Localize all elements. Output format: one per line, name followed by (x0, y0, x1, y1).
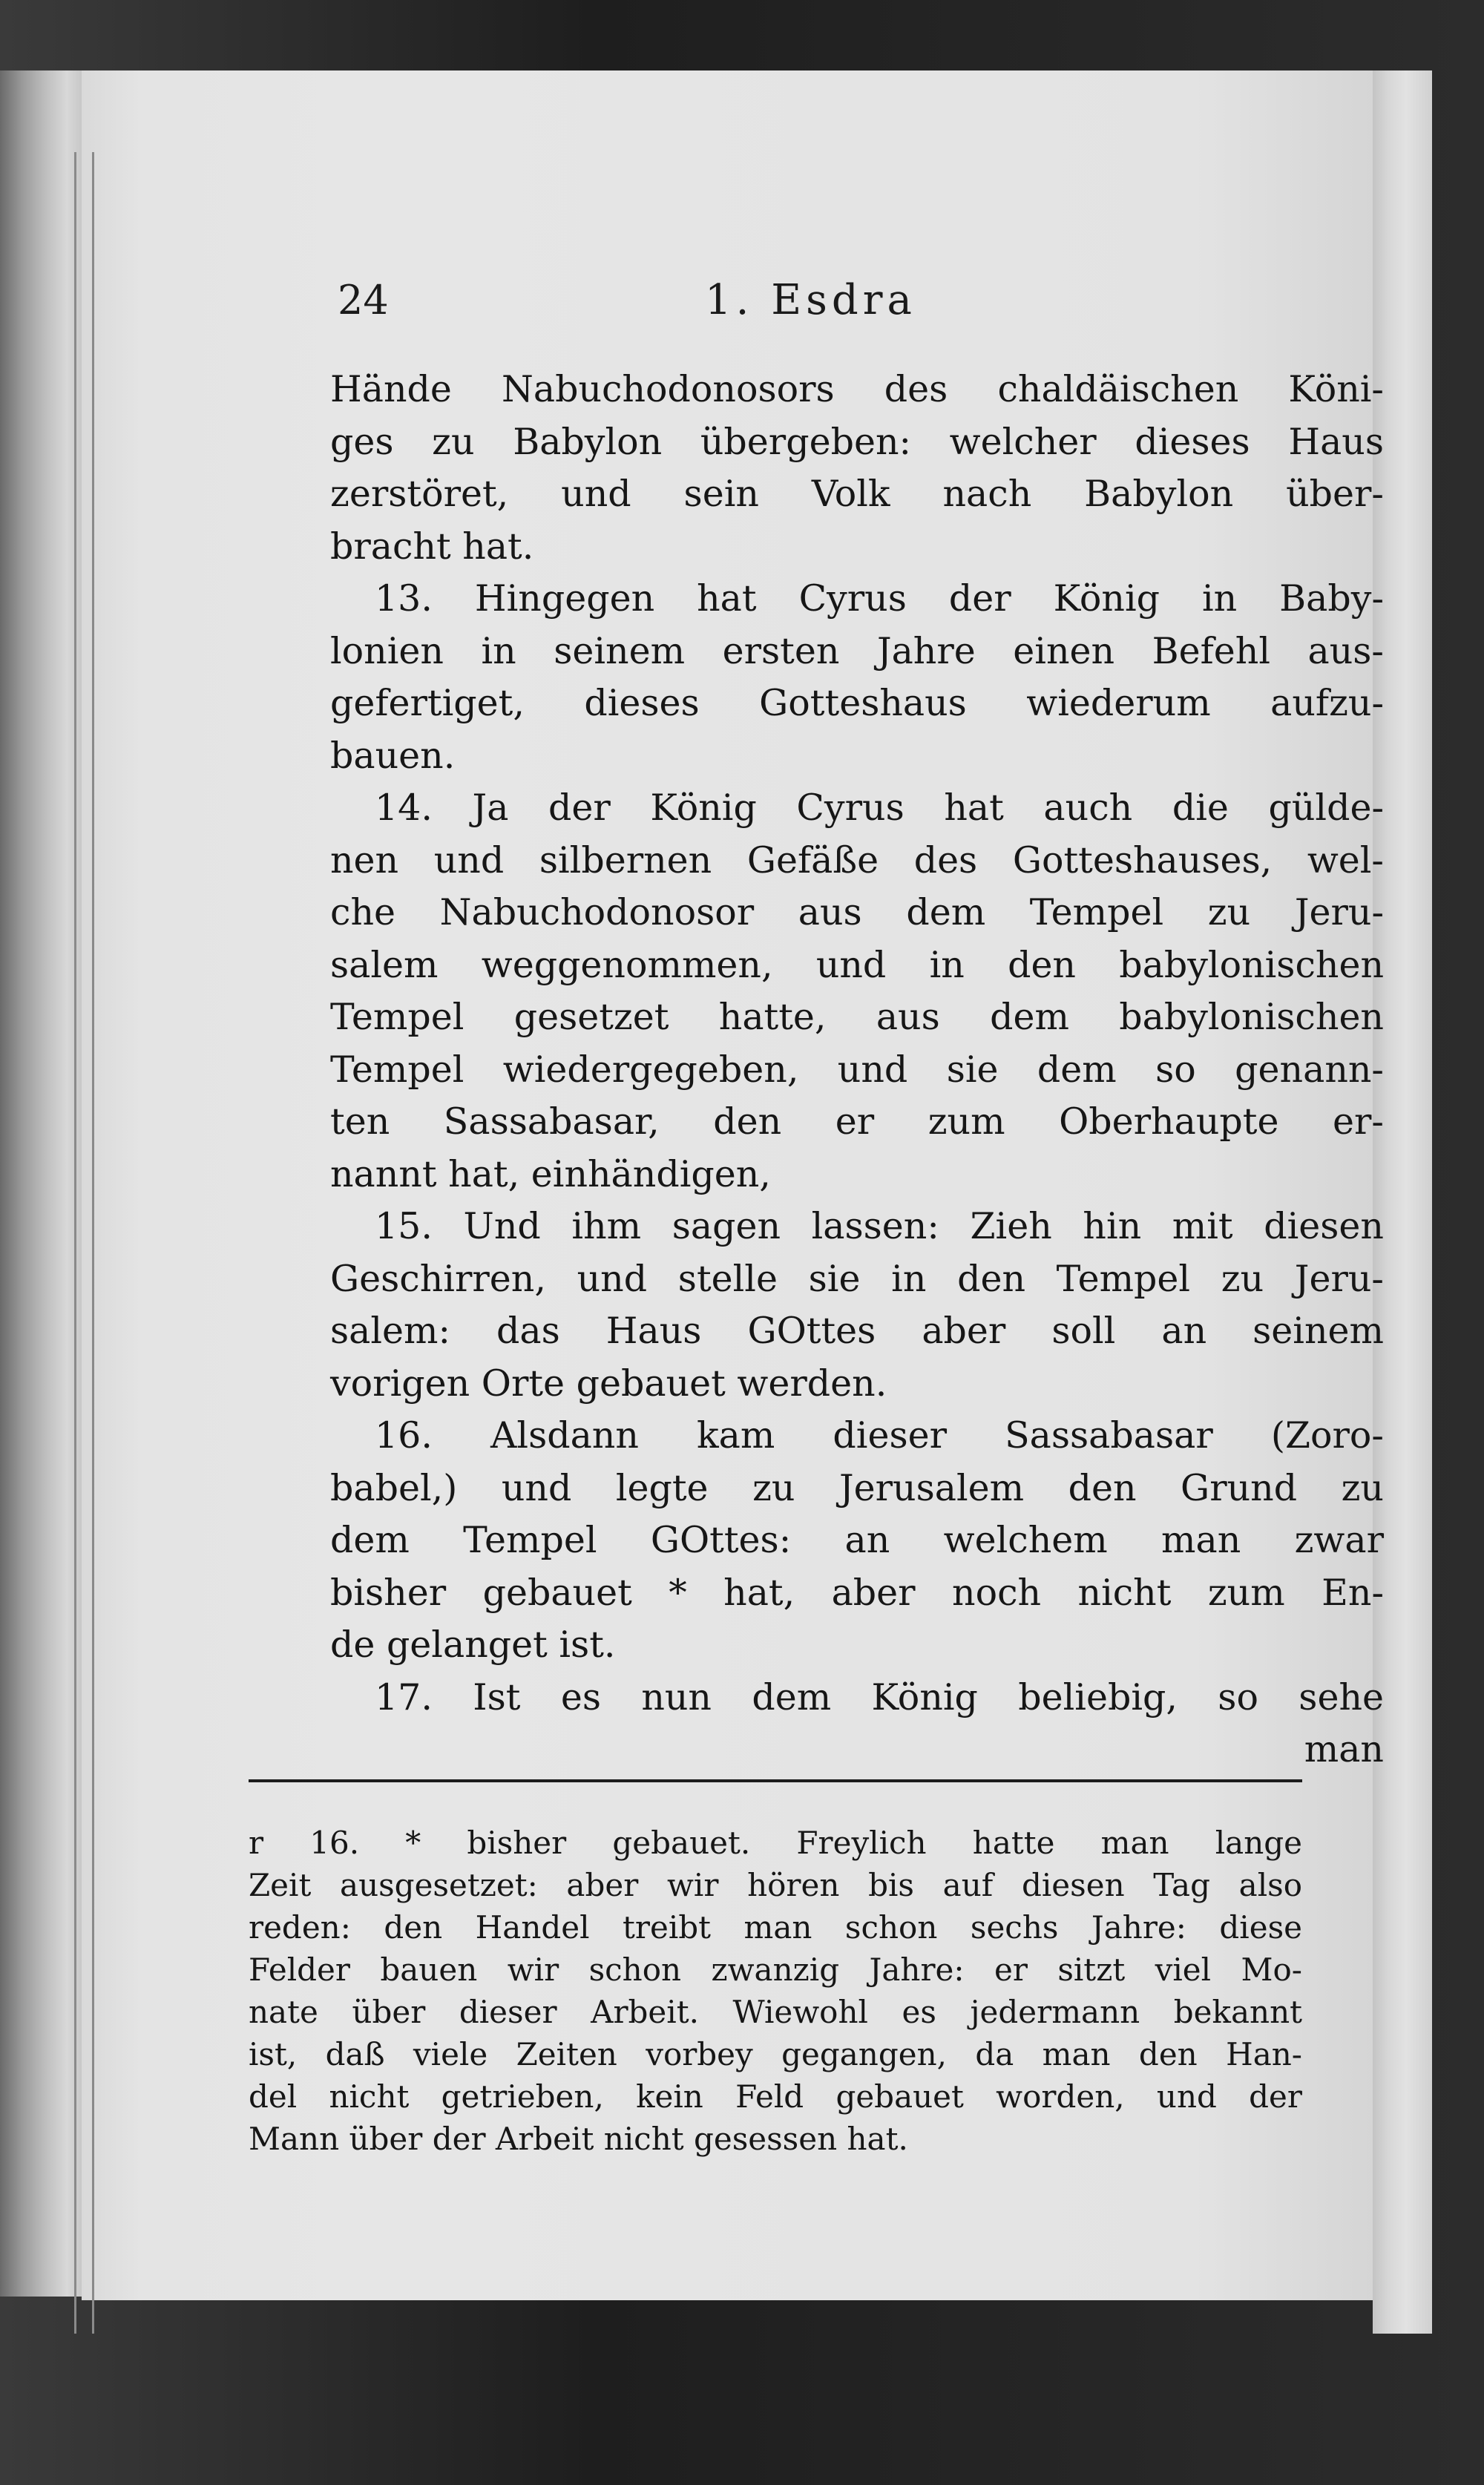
footnote-rule (249, 1779, 1302, 1782)
text-line: che Nabuchodonosor aus dem Tempel zu Jeru- (330, 891, 1384, 933)
text-line: salem weggenommen, und in den babylonischen (330, 943, 1384, 986)
footnote-line: Zeit ausgesetzet: aber wir hören bis auf diesen Tag also (249, 1867, 1302, 1903)
text-line: nannt hat, einhändigen, (330, 1152, 771, 1195)
text-line: Hände Nabuchodonosors des chaldäischen Köni- (330, 368, 1384, 410)
catchword: man (1304, 1728, 1384, 1770)
text-line: bisher gebauet * hat, aber noch nicht zum En- (330, 1571, 1384, 1614)
text-line: lonien in seinem ersten Jahre einen Befehl aus- (330, 629, 1384, 672)
text-line: zerstöret, und sein Volk nach Babylon über- (330, 473, 1384, 515)
text-line: Geschirren, und stelle sie in den Tempel zu Jeru- (330, 1257, 1384, 1300)
text-line: ges zu Babylon übergeben: welcher dieses Haus (330, 420, 1384, 463)
gutter-line (92, 152, 94, 2334)
body-text (330, 364, 1384, 1776)
footnote-line: reden: den Handel treibt man schon sechs Jahre: diese (249, 1909, 1302, 1946)
text-line: babel,) und legte zu Jerusalem den Grund zu (330, 1466, 1384, 1509)
footnote-line: ist, daß viele Zeiten vorbey gegangen, da man den Han- (249, 2036, 1302, 2072)
verse-13-start: 13. Hingegen hat Cyrus der König in Baby- (375, 577, 1384, 620)
text-line: Tempel wiedergegeben, und sie dem so genann- (330, 1048, 1384, 1091)
footnote-line: nate über dieser Arbeit. Wiewohl es jedermann bekannt (249, 1994, 1302, 2030)
verse-14-start: 14. Ja der König Cyrus hat auch die gülde- (375, 787, 1384, 829)
text-line: de gelanget ist. (330, 1624, 616, 1666)
text-line: gefertiget, dieses Gotteshaus wiederum aufzu- (330, 682, 1384, 724)
verse-15-start: 15. Und ihm sagen lassen: Zieh hin mit diesen (375, 1205, 1384, 1247)
text-line: ten Sassabasar, den er zum Oberhaupte er- (330, 1100, 1384, 1143)
text-line: nen und silbernen Gefäße des Gotteshauses, wel- (330, 838, 1384, 882)
footnote-block (249, 1822, 1302, 2160)
footnote-line: del nicht getrieben, kein Feld gebauet worden, und der (249, 2078, 1302, 2115)
footnote-line: Felder bauen wir schon zwanzig Jahre: er sitzt viel Mo- (249, 1951, 1302, 1988)
running-head: 1. Esdra (705, 276, 916, 324)
text-line: dem Tempel GOttes: an welchem man zwar (330, 1519, 1384, 1561)
footnote-line: r 16. * bisher gebauet. Freylich hatte man lange (249, 1825, 1302, 1861)
text-line: vorigen Orte gebauet werden. (330, 1362, 887, 1405)
verse-16-start: 16. Alsdann kam dieser Sassabasar (Zoro- (375, 1414, 1384, 1457)
gutter-line (74, 152, 76, 2334)
text-line: salem: das Haus GOttes aber soll an seinem (330, 1310, 1384, 1352)
page-number: 24 (338, 277, 389, 324)
page-header (82, 271, 1373, 330)
text-line: bracht hat. (330, 525, 534, 568)
footnote-line: Mann über der Arbeit nicht gesessen hat. (249, 2121, 908, 2157)
text-line: bauen. (330, 734, 456, 777)
verse-17-start: 17. Ist es nun dem König beliebig, so sehe (375, 1675, 1384, 1719)
text-line: Tempel gesetzet hatte, aus dem babylonischen (330, 996, 1384, 1038)
